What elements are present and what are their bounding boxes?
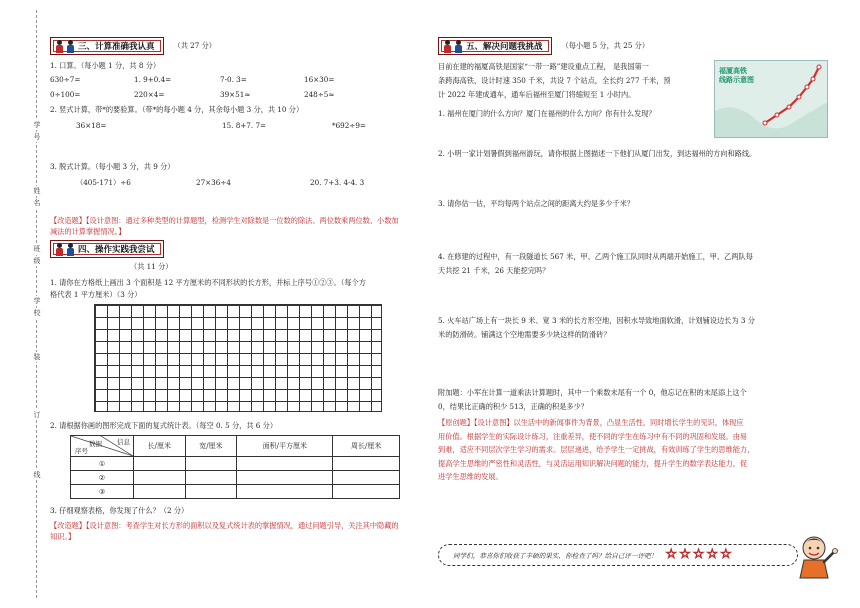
binding-label: 订 xyxy=(33,411,41,419)
design-note-line: 到难，适应不同层次学生学习的需求。层层递进，给予学生一定挑战，有效训练了学生的思维能力， xyxy=(438,445,755,454)
question-text: 5. 火车站广场上有一块长 9 米、宽 3 米的长方形空地，因积水导致地面软滑，计划铺设边长为 3 分 xyxy=(438,316,755,325)
star-icon[interactable]: ☆ xyxy=(720,547,732,562)
design-note-line: 用价值。根据学生的实际设计练习，注重差异，使不同的学生在练习中有不同的巩固和发展。由易 xyxy=(438,431,748,441)
table-header-cell: 长/厘米 xyxy=(134,436,186,457)
table-cell-input[interactable] xyxy=(333,485,400,499)
vertical-item: *692÷9= xyxy=(332,121,366,130)
vertical-row xyxy=(50,118,418,133)
design-note-line: 减法的计算掌握情况。】 xyxy=(50,226,126,236)
star-icon[interactable]: ☆ xyxy=(679,547,691,562)
table-cell-input[interactable] xyxy=(185,457,237,471)
vertical-item: 15. 8+7. 7= xyxy=(222,121,267,130)
section-badge xyxy=(50,37,164,55)
section-title: 五、解决问题我挑战 xyxy=(466,42,543,52)
design-note-line: 进学生思维的发展。 xyxy=(438,472,503,481)
oral-row xyxy=(50,87,418,102)
right-column xyxy=(438,36,828,484)
left-column xyxy=(50,36,418,542)
section-badge xyxy=(438,37,552,55)
bonus-question: 0，结果比正确的积少 513，正确的积是多少？ xyxy=(438,402,588,411)
table-cell-input[interactable] xyxy=(237,457,333,471)
design-note-line: 【原创题】【设计意图】以生活中的新闻事件为背景，凸显生活性，同时增长学生的见识，体现应 xyxy=(438,418,744,427)
oral-item: 220×4= xyxy=(134,90,165,99)
stepwise-item: （405-171）÷6 xyxy=(76,178,131,187)
table-row-label: ③ xyxy=(71,485,134,499)
question-text: 4. 在修建的过程中，有一段隧道长 567 米，甲、乙两个施工队同时从两端开始施工，甲、乙两队每 xyxy=(438,252,753,261)
footer-message: 同学们，恭喜你们收获了丰硕的果实，你检查了吗？给自己评一评吧！ xyxy=(453,552,658,560)
binding-label: 级 xyxy=(33,257,41,265)
corner-label-info: 信息 xyxy=(117,438,130,446)
stats-table xyxy=(70,435,400,499)
oral-item: 1. 9+0.4= xyxy=(134,75,172,84)
stepwise-item: 20. 7+3. 4-4. 3 xyxy=(310,178,365,187)
oral-item: 0÷100= xyxy=(50,90,81,99)
stepwise-row xyxy=(50,175,418,190)
oral-item: 7-0. 3= xyxy=(220,75,247,84)
question-text: 1. 口算。（每小题 1 分，共 8 分） xyxy=(50,61,161,70)
question-text: 2. 小明一家计划暑假到福州游玩，请你根据上图描述一下他们从厦门出发，到达福州的方向和路线。 xyxy=(438,149,757,158)
railway-map xyxy=(714,60,828,138)
cartoon-student-icon xyxy=(790,530,840,580)
design-note-line: 知识。】 xyxy=(50,531,76,541)
binding-label: 班 xyxy=(33,245,41,253)
map-title-line: 福厦高铁 xyxy=(719,67,747,75)
stepwise-item: 27×36÷4 xyxy=(196,178,231,187)
intro-paragraph xyxy=(438,60,710,102)
table-header-row xyxy=(71,436,400,457)
table-cell-input[interactable] xyxy=(185,471,237,485)
table-row xyxy=(71,485,400,499)
oral-item: 16×30= xyxy=(304,75,335,84)
oral-row xyxy=(50,72,418,87)
star-icon[interactable]: ☆ xyxy=(665,547,678,562)
binding-label: 学 xyxy=(33,121,41,129)
table-cell-input[interactable] xyxy=(185,485,237,499)
binding-label: 校 xyxy=(33,309,41,317)
section-title: 三、计算准确我认真 xyxy=(78,42,155,52)
design-note xyxy=(438,416,828,484)
question-text: 2. 竖式计算，带*的要验算。（带*的每小题 4 分，其余每小题 3 分，共 10 分） xyxy=(50,105,304,114)
table-cell-input[interactable] xyxy=(333,457,400,471)
table-cell-input[interactable] xyxy=(237,485,333,499)
star-icon[interactable]: ☆ xyxy=(692,547,705,562)
table-row xyxy=(71,457,400,471)
binding-label: 装 xyxy=(33,353,41,361)
design-note-line: 【改造题】【设计意图：通过多种类型的计算题型，检测学生对除数是一位数的除法、两位数乘两位数、小数加 xyxy=(50,216,399,225)
oral-item: 630÷7= xyxy=(50,75,81,84)
section-score: （共 27 分） xyxy=(173,41,216,50)
table-corner-cell xyxy=(71,436,134,457)
section-badge xyxy=(50,240,164,258)
table-cell-input[interactable] xyxy=(134,471,186,485)
design-note xyxy=(50,521,418,542)
corner-label-seq: 序号 xyxy=(75,447,88,455)
section-score: （共 11 分） xyxy=(130,262,173,271)
question-text: 天共挖 21 千米，26 天能挖完吗？ xyxy=(438,266,550,275)
table-row-label: ② xyxy=(71,471,134,485)
binding-label: 线 xyxy=(33,471,41,479)
table-row-label: ① xyxy=(71,457,134,471)
section-4-header xyxy=(50,239,418,259)
question-text: 3. 仔细观察表格，你发现了什么？（2 分） xyxy=(50,506,189,515)
table-row xyxy=(71,471,400,485)
corner-label-data: 数据 xyxy=(89,440,102,448)
question-text: 2. 请根据你画的图形完成下面的复式统计表。（每空 0. 5 分，共 6 分） xyxy=(50,421,278,430)
table-cell-input[interactable] xyxy=(333,471,400,485)
binding-margin xyxy=(0,0,46,608)
table-header-cell: 面积/平方厘米 xyxy=(237,436,333,457)
table-header-cell: 周长/厘米 xyxy=(333,436,400,457)
design-note-line: 提高学生思维的严密性和灵活性，与灵活运用知识解决问题的能力，提升学生的数学表达能力，促 xyxy=(438,458,748,468)
question-text: 米的防滑砖。铺满这个空地需要多少块这样的防滑砖？ xyxy=(438,330,611,339)
table-cell-input[interactable] xyxy=(134,485,186,499)
table-header-cell: 宽/厘米 xyxy=(185,436,237,457)
cartoon-figures-icon xyxy=(55,40,75,53)
question-text: 3. 请你估一估，平均每两个站点之间的距离大约是多少千米？ xyxy=(438,199,635,208)
question-text: 3. 脱式计算。（每小题 3 分，共 9 分） xyxy=(50,162,175,171)
map-title xyxy=(719,67,754,85)
square-grid-paper[interactable] xyxy=(94,304,382,412)
question-text: 格代表 1 平方厘米）（3 分） xyxy=(50,290,142,299)
vertical-item: 36×18= xyxy=(76,121,107,130)
section-5-header xyxy=(438,36,828,56)
map-title-line: 线路示意图 xyxy=(719,76,754,84)
self-evaluation-banner xyxy=(438,544,798,566)
section-title: 四、操作实践我尝试 xyxy=(78,245,155,255)
section-3-header xyxy=(50,36,418,56)
design-note-line: 【改造题】【设计意图：考查学生对长方形的面积以及复式统计表的掌握情况，通过问题引导，关注其中隐藏的 xyxy=(50,521,399,530)
oral-item: 248÷5≈ xyxy=(304,90,335,99)
intro-line: 条跨海高铁，设计时速 350 千米，共设 7 个站点，全长约 277 千米，预 xyxy=(438,76,671,85)
table-cell-input[interactable] xyxy=(134,457,186,471)
intro-line: 目前在建的福厦高铁是国家“一带一路”建设重点工程， 是我国第一 xyxy=(438,62,649,71)
bonus-question: 附加题：小军在计算一道乘法计算题时，其中一个乘数末尾有一个 0，他忘记在积的末尾添上这个 xyxy=(438,388,747,397)
binding-label: 学 xyxy=(33,297,41,305)
star-icon[interactable]: ☆ xyxy=(706,547,719,562)
cartoon-figures-icon xyxy=(443,40,463,53)
table-cell-input[interactable] xyxy=(237,471,333,485)
question-text: 1. 福州在厦门的什么方向？厦门在福州的什么方向？你有什么发现？ xyxy=(438,109,656,118)
star-rating[interactable] xyxy=(665,548,731,562)
binding-label: 号 xyxy=(33,133,41,141)
design-note xyxy=(50,216,418,237)
section-score: （每小题 5 分，共 25 分） xyxy=(561,41,650,50)
binding-label: 姓 xyxy=(33,187,41,195)
oral-item: 39×51≈ xyxy=(220,90,251,99)
cartoon-figures-icon xyxy=(55,243,75,256)
question-text: 1. 请你在方格纸上画出 3 个面积是 12 平方厘米的不同形状的长方形，并标上序号①②③。（每个方 xyxy=(50,278,366,287)
intro-line: 计 2022 年建成通车，通车后福州至厦门将缩短至 1 小时内。 xyxy=(438,90,636,99)
binding-label: 名 xyxy=(33,199,41,207)
